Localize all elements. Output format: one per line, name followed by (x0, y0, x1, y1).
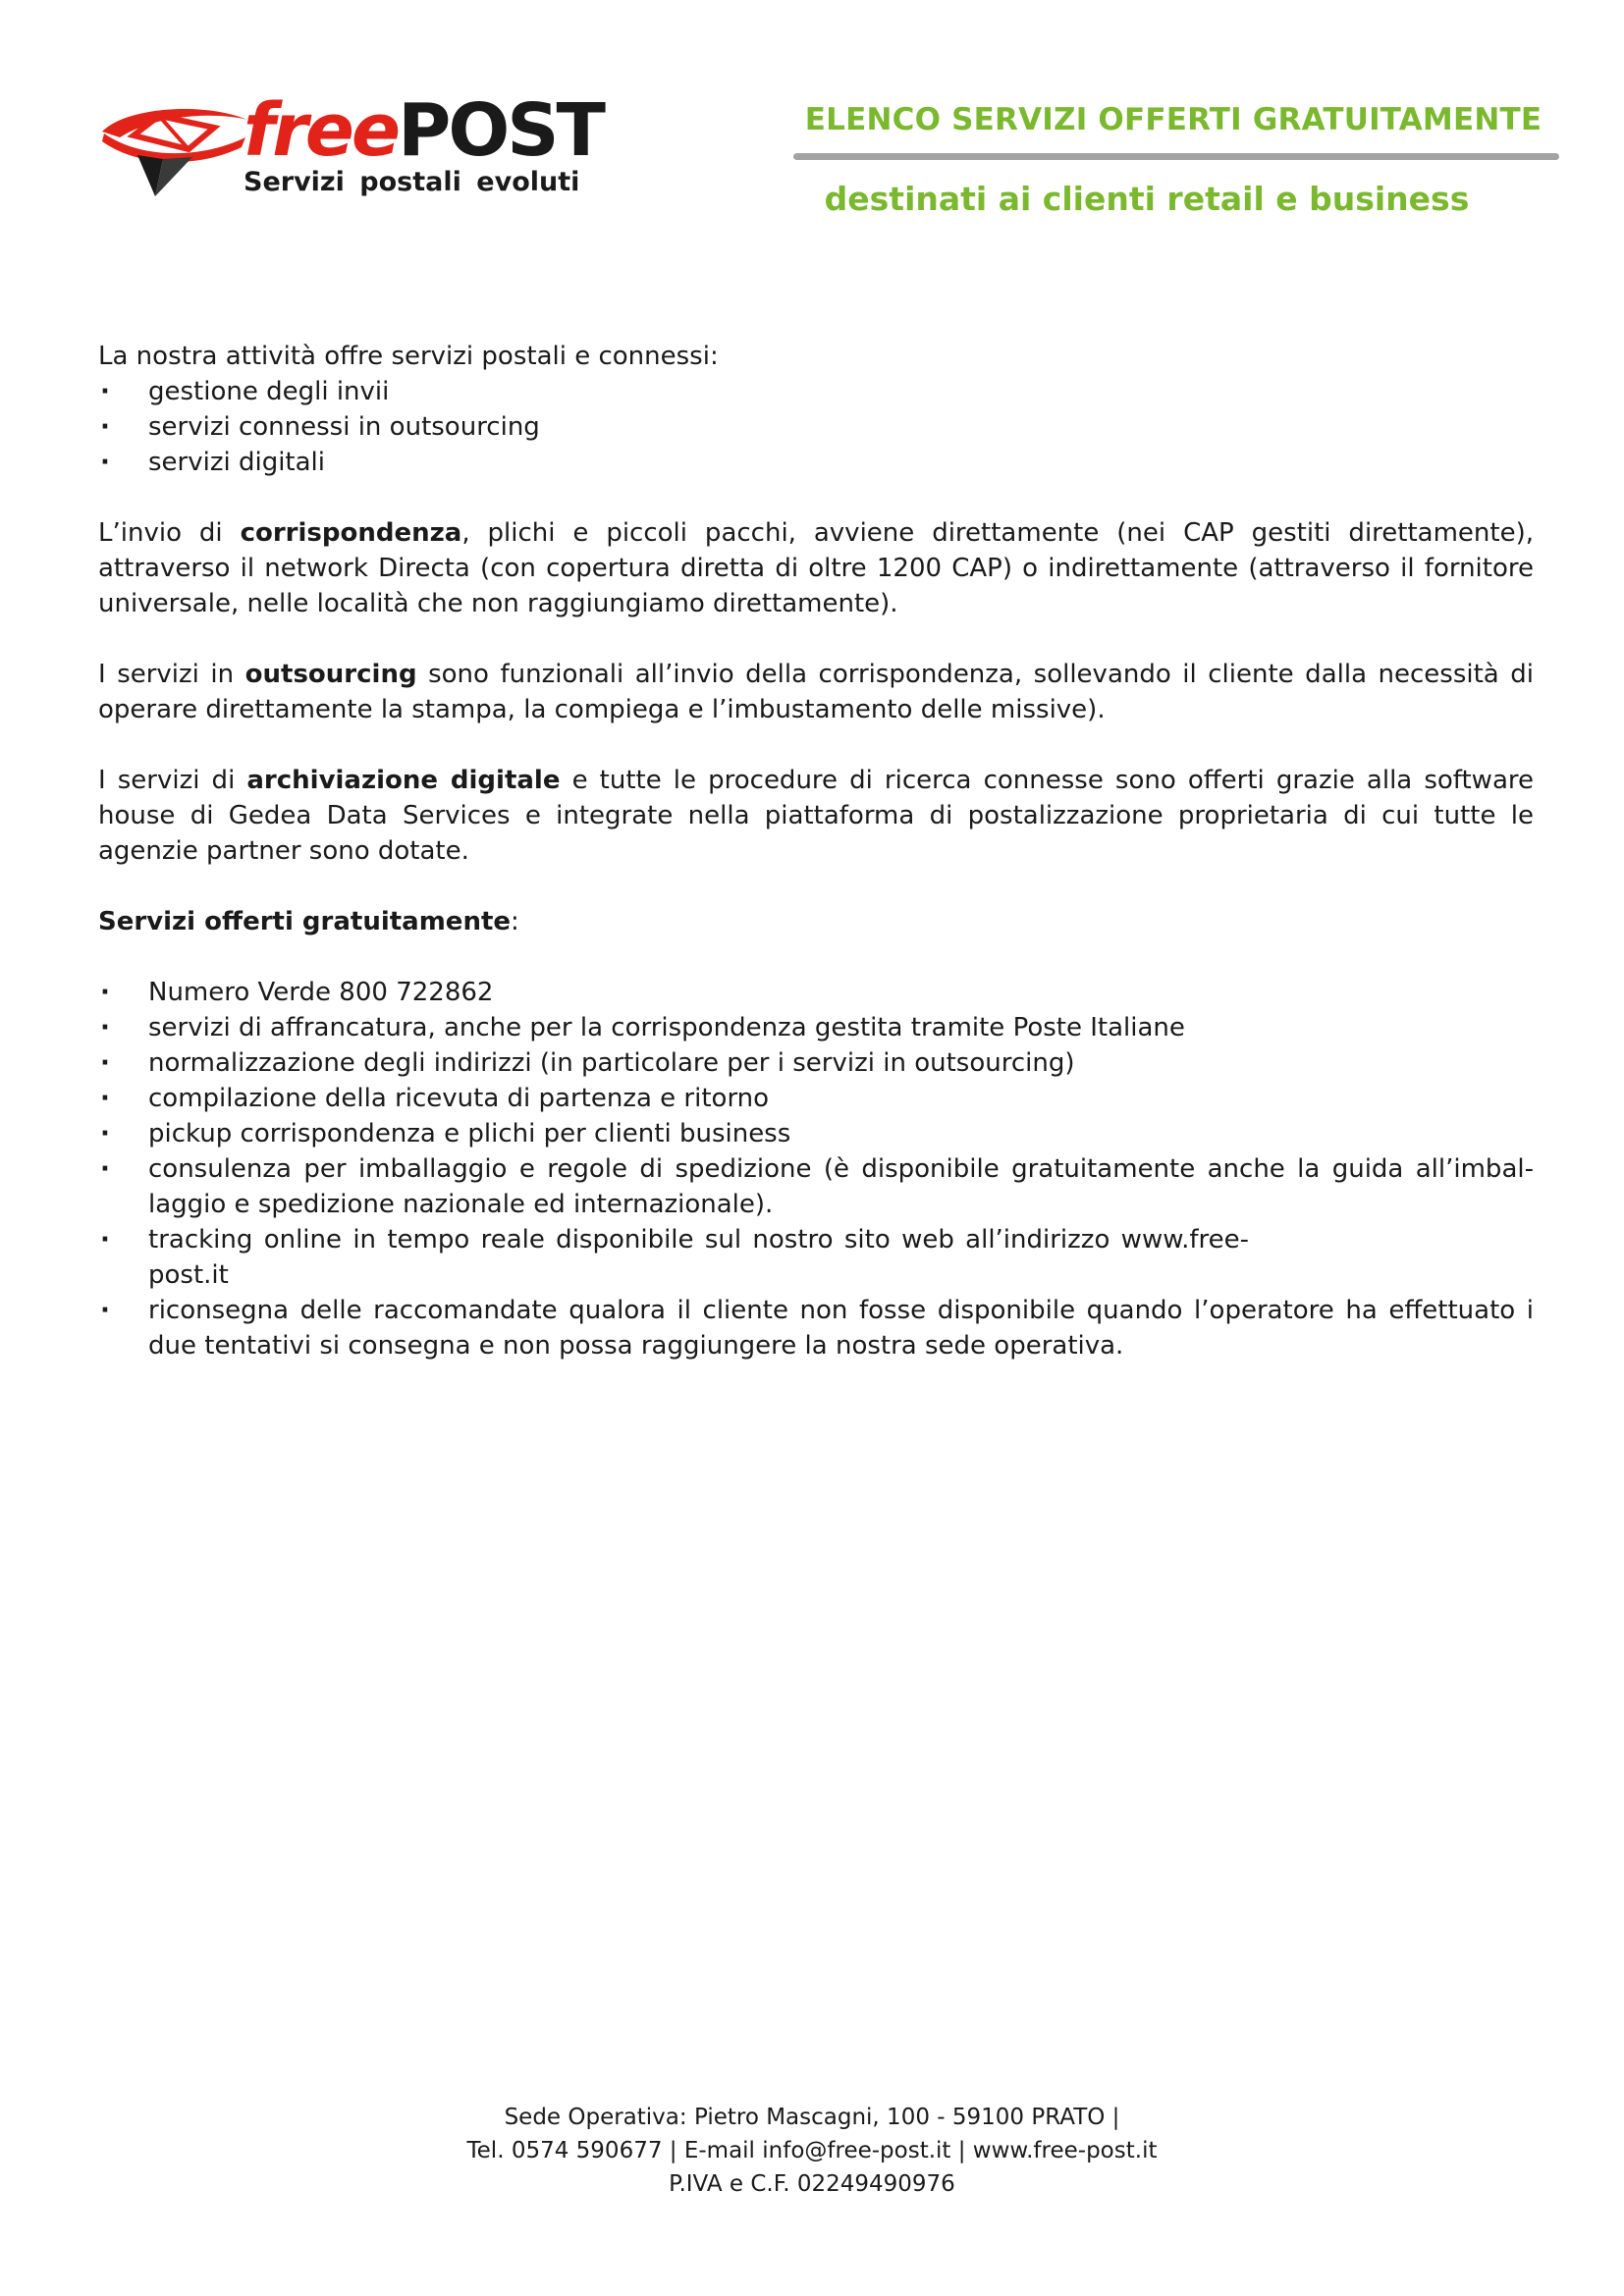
document-subtitle: destinati ai clienti retail e business (824, 180, 1470, 218)
logo-brand-free: free (244, 88, 399, 173)
list-item: · Numero Verde 800 722862 (98, 975, 1534, 1010)
paragraph-text: L’invio di (98, 518, 241, 548)
paragraph-archiviazione (98, 763, 1534, 869)
intro-text: La nostra attività offre servizi postali e connessi: (98, 342, 719, 371)
list-item: · normalizzazione degli indirizzi (in particolare per i servizi in outsourcing) (98, 1045, 1534, 1081)
document-title: ELENCO SERVIZI OFFERTI GRATUITAMENTE (804, 102, 1543, 137)
list-item: · servizi di affrancatura, anche per la corrispondenza gestita tramite Poste Italiane (98, 1010, 1534, 1045)
paragraph-text: I servizi di (98, 766, 247, 795)
list-item: · pickup corrispondenza e plichi per clienti business (98, 1116, 1534, 1151)
document-body (98, 339, 1534, 1363)
header-divider (793, 153, 1559, 160)
paragraph-text: e tutte le procedure di ricerca connesse sono offerti grazie alla software house di Gedea Data Services e integrate nella piattaforma di postalizzazione proprietaria di cui tutte le agenzie partner sono dotate. (98, 766, 1534, 866)
paragraph-text: I servizi in (98, 660, 245, 689)
footer-vat: P.IVA e C.F. 02249490976 (669, 2171, 955, 2197)
list-item: · tracking online in tempo reale disponibile sul nostro sito web all’indirizzo www.free-post.it (98, 1222, 1534, 1293)
logo-envelope-icon (98, 98, 255, 201)
keyword-corrispondenza: corrispondenza (240, 518, 462, 548)
list-item: · gestione degli invii (98, 374, 1534, 409)
free-services-heading-text: Servizi offerti gratuitamente (98, 907, 512, 936)
paragraph-outsourcing (98, 657, 1534, 727)
list-item: · servizi digitali (98, 445, 1534, 480)
free-services-list (98, 975, 1534, 1363)
keyword-archiviazione: archiviazione digitale (246, 766, 561, 795)
keyword-outsourcing: outsourcing (244, 660, 417, 689)
free-services-heading (98, 904, 1534, 939)
heading-colon: : (511, 907, 519, 936)
list-item: · compilazione della ricevuta di partenza e ritorno (98, 1081, 1534, 1116)
document-footer (0, 2101, 1624, 2201)
paragraph-text: , plichi e piccoli pacchi, avviene direttamente (nei CAP gestiti direttamente), attraverso il network Directa (con copertura diretta di oltre 1200 CAP) o indirettamente (attraverso il fornitore universale, nelle località che non raggiungiamo direttamente). (98, 518, 1535, 618)
document-header (793, 102, 1559, 218)
list-item: · servizi connessi in outsourcing (98, 409, 1534, 445)
list-item: · riconsegna delle raccomandate qualora il cliente non fosse disponibile quando l’operatore ha effettuato i due tentativi si consegna e non possa raggiungere la nostra sede operativa. (98, 1293, 1534, 1363)
freepost-logo (98, 88, 603, 206)
paragraph-corrispondenza (98, 515, 1534, 621)
paragraph-text: sono funzionali all’invio della corrispondenza, sollevando il cliente dalla necessità di operare direttamente la stampa, la compiega e l’imbustamento delle missive). (98, 660, 1534, 724)
intro-list (98, 374, 1534, 480)
logo-tagline: Servizi postali evoluti (244, 167, 580, 197)
list-item: · consulenza per imballaggio e regole di spedizione (è disponibile gratuitamente anche la guida all’imballaggio e spedizione nazionale ed internazionale). (98, 1151, 1534, 1222)
footer-address: Sede Operativa: Pietro Mascagni, 100 - 59100 PRATO | (504, 2105, 1120, 2130)
logo-brand (244, 88, 603, 173)
footer-contacts: Tel. 0574 590677 | E-mail info@free-post.it | www.free-post.it (466, 2138, 1158, 2163)
logo-brand-post: POST (398, 88, 603, 173)
